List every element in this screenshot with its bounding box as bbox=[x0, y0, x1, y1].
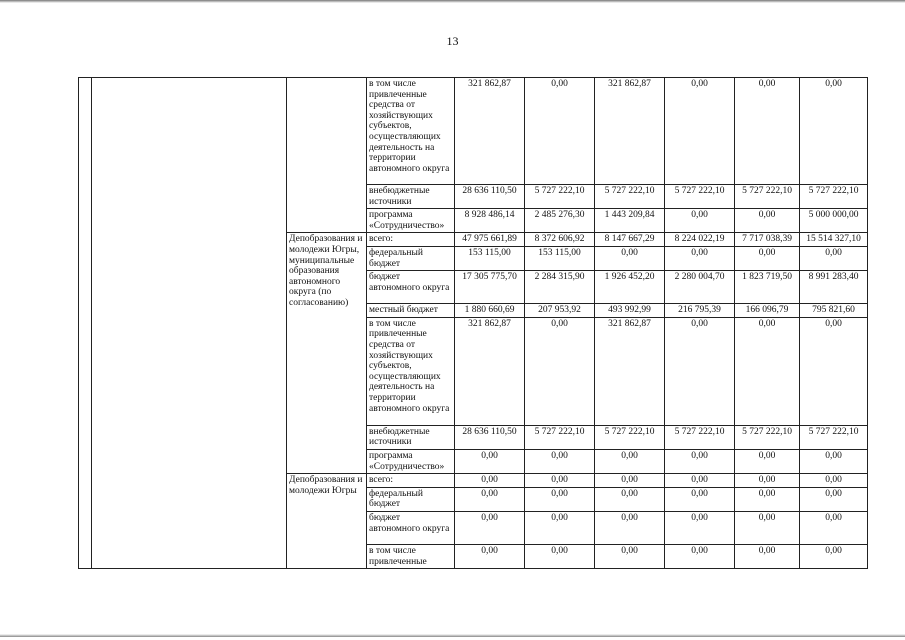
executor-cell: Депобразования и молодежи Югры bbox=[287, 474, 367, 569]
amount-cell: 5 727 222,10 bbox=[800, 185, 868, 209]
table-row bbox=[79, 78, 868, 185]
amount-cell: 0,00 bbox=[665, 544, 735, 568]
amount-cell: 0,00 bbox=[525, 511, 595, 544]
amount-cell: 0,00 bbox=[735, 317, 800, 425]
row-number-cell bbox=[79, 78, 92, 569]
funding-source-cell: всего: bbox=[367, 474, 455, 488]
amount-cell: 0,00 bbox=[665, 317, 735, 425]
amount-cell: 0,00 bbox=[735, 474, 800, 488]
amount-cell: 0,00 bbox=[665, 209, 735, 233]
amount-cell: 0,00 bbox=[455, 474, 525, 488]
amount-cell: 0,00 bbox=[595, 449, 665, 473]
amount-cell: 5 727 222,10 bbox=[595, 185, 665, 209]
amount-cell: 0,00 bbox=[455, 449, 525, 473]
amount-cell: 8 224 022,19 bbox=[665, 233, 735, 247]
amount-cell: 0,00 bbox=[735, 209, 800, 233]
amount-cell: 0,00 bbox=[800, 487, 868, 511]
amount-cell: 0,00 bbox=[735, 511, 800, 544]
amount-cell: 321 862,87 bbox=[595, 317, 665, 425]
amount-cell: 153 115,00 bbox=[455, 246, 525, 270]
budget-table bbox=[78, 77, 868, 569]
amount-cell: 2 280 004,70 bbox=[665, 271, 735, 304]
amount-cell: 5 727 222,10 bbox=[735, 185, 800, 209]
amount-cell: 0,00 bbox=[525, 317, 595, 425]
amount-cell: 0,00 bbox=[800, 317, 868, 425]
amount-cell: 0,00 bbox=[525, 449, 595, 473]
amount-cell: 47 975 661,89 bbox=[455, 233, 525, 247]
amount-cell: 0,00 bbox=[595, 487, 665, 511]
amount-cell: 7 717 038,39 bbox=[735, 233, 800, 247]
amount-cell: 493 992,99 bbox=[595, 304, 665, 318]
amount-cell: 0,00 bbox=[455, 487, 525, 511]
amount-cell: 0,00 bbox=[735, 78, 800, 185]
funding-source-cell: внебюджетные источники bbox=[367, 425, 455, 449]
amount-cell: 0,00 bbox=[735, 246, 800, 270]
amount-cell: 0,00 bbox=[800, 246, 868, 270]
funding-source-cell: местный бюджет bbox=[367, 304, 455, 318]
amount-cell: 0,00 bbox=[735, 544, 800, 568]
amount-cell: 0,00 bbox=[525, 487, 595, 511]
page-number: 13 bbox=[446, 34, 459, 48]
amount-cell: 0,00 bbox=[665, 511, 735, 544]
funding-source-cell: в том числе привлеченные средства от хозяйствующих субъектов, осуществляющих деятельность на территории автономного округа bbox=[367, 78, 455, 185]
amount-cell: 0,00 bbox=[800, 449, 868, 473]
amount-cell: 0,00 bbox=[525, 544, 595, 568]
amount-cell: 5 727 222,10 bbox=[735, 425, 800, 449]
amount-cell: 8 372 606,92 bbox=[525, 233, 595, 247]
executor-cell: Депобразования и молодежи Югры, муниципальные образования автономного округа (по согласованию) bbox=[287, 233, 367, 474]
amount-cell: 2 485 276,30 bbox=[525, 209, 595, 233]
funding-source-cell: в том числе привлеченные средства от хозяйствующих субъектов, осуществляющих деятельность на территории автономного округа bbox=[367, 317, 455, 425]
amount-cell: 5 727 222,10 bbox=[595, 425, 665, 449]
funding-source-cell: бюджет автономного округа bbox=[367, 271, 455, 304]
amount-cell: 0,00 bbox=[665, 449, 735, 473]
amount-cell: 0,00 bbox=[595, 544, 665, 568]
amount-cell: 1 823 719,50 bbox=[735, 271, 800, 304]
funding-source-cell: в том числе привлеченные bbox=[367, 544, 455, 568]
amount-cell: 0,00 bbox=[595, 474, 665, 488]
amount-cell: 5 727 222,10 bbox=[525, 185, 595, 209]
amount-cell: 321 862,87 bbox=[455, 78, 525, 185]
amount-cell: 166 096,79 bbox=[735, 304, 800, 318]
funding-source-cell: федеральный бюджет bbox=[367, 246, 455, 270]
amount-cell: 0,00 bbox=[665, 487, 735, 511]
scan-edge-bottom bbox=[0, 634, 905, 637]
amount-cell: 795 821,60 bbox=[800, 304, 868, 318]
funding-source-cell: бюджет автономного округа bbox=[367, 511, 455, 544]
amount-cell: 216 795,39 bbox=[665, 304, 735, 318]
funding-source-cell: программа «Сотрудничество» bbox=[367, 449, 455, 473]
funding-source-cell: программа «Сотрудничество» bbox=[367, 209, 455, 233]
amount-cell: 207 953,92 bbox=[525, 304, 595, 318]
scan-edge-top bbox=[0, 0, 905, 3]
amount-cell: 5 727 222,10 bbox=[665, 425, 735, 449]
amount-cell: 8 928 486,14 bbox=[455, 209, 525, 233]
amount-cell: 0,00 bbox=[455, 544, 525, 568]
amount-cell: 0,00 bbox=[665, 474, 735, 488]
amount-cell: 8 147 667,29 bbox=[595, 233, 665, 247]
amount-cell: 321 862,87 bbox=[595, 78, 665, 185]
amount-cell: 28 636 110,50 bbox=[455, 185, 525, 209]
funding-source-cell: федеральный бюджет bbox=[367, 487, 455, 511]
amount-cell: 0,00 bbox=[800, 78, 868, 185]
executor-cell bbox=[287, 78, 367, 233]
amount-cell: 153 115,00 bbox=[525, 246, 595, 270]
amount-cell: 0,00 bbox=[595, 246, 665, 270]
funding-source-cell: всего: bbox=[367, 233, 455, 247]
amount-cell: 8 991 283,40 bbox=[800, 271, 868, 304]
amount-cell: 0,00 bbox=[800, 544, 868, 568]
funding-source-cell: внебюджетные источники bbox=[367, 185, 455, 209]
amount-cell: 2 284 315,90 bbox=[525, 271, 595, 304]
amount-cell: 0,00 bbox=[595, 511, 665, 544]
amount-cell: 0,00 bbox=[800, 474, 868, 488]
amount-cell: 0,00 bbox=[665, 246, 735, 270]
amount-cell: 0,00 bbox=[735, 449, 800, 473]
amount-cell: 15 514 327,10 bbox=[800, 233, 868, 247]
amount-cell: 28 636 110,50 bbox=[455, 425, 525, 449]
amount-cell: 17 305 775,70 bbox=[455, 271, 525, 304]
amount-cell: 1 926 452,20 bbox=[595, 271, 665, 304]
activity-name-cell bbox=[92, 78, 287, 569]
amount-cell: 1 880 660,69 bbox=[455, 304, 525, 318]
amount-cell: 0,00 bbox=[455, 511, 525, 544]
amount-cell: 0,00 bbox=[800, 511, 868, 544]
amount-cell: 5 727 222,10 bbox=[800, 425, 868, 449]
amount-cell: 5 727 222,10 bbox=[665, 185, 735, 209]
amount-cell: 321 862,87 bbox=[455, 317, 525, 425]
amount-cell: 1 443 209,84 bbox=[595, 209, 665, 233]
amount-cell: 0,00 bbox=[525, 78, 595, 185]
amount-cell: 0,00 bbox=[525, 474, 595, 488]
amount-cell: 5 000 000,00 bbox=[800, 209, 868, 233]
amount-cell: 0,00 bbox=[665, 78, 735, 185]
amount-cell: 0,00 bbox=[735, 487, 800, 511]
amount-cell: 5 727 222,10 bbox=[525, 425, 595, 449]
